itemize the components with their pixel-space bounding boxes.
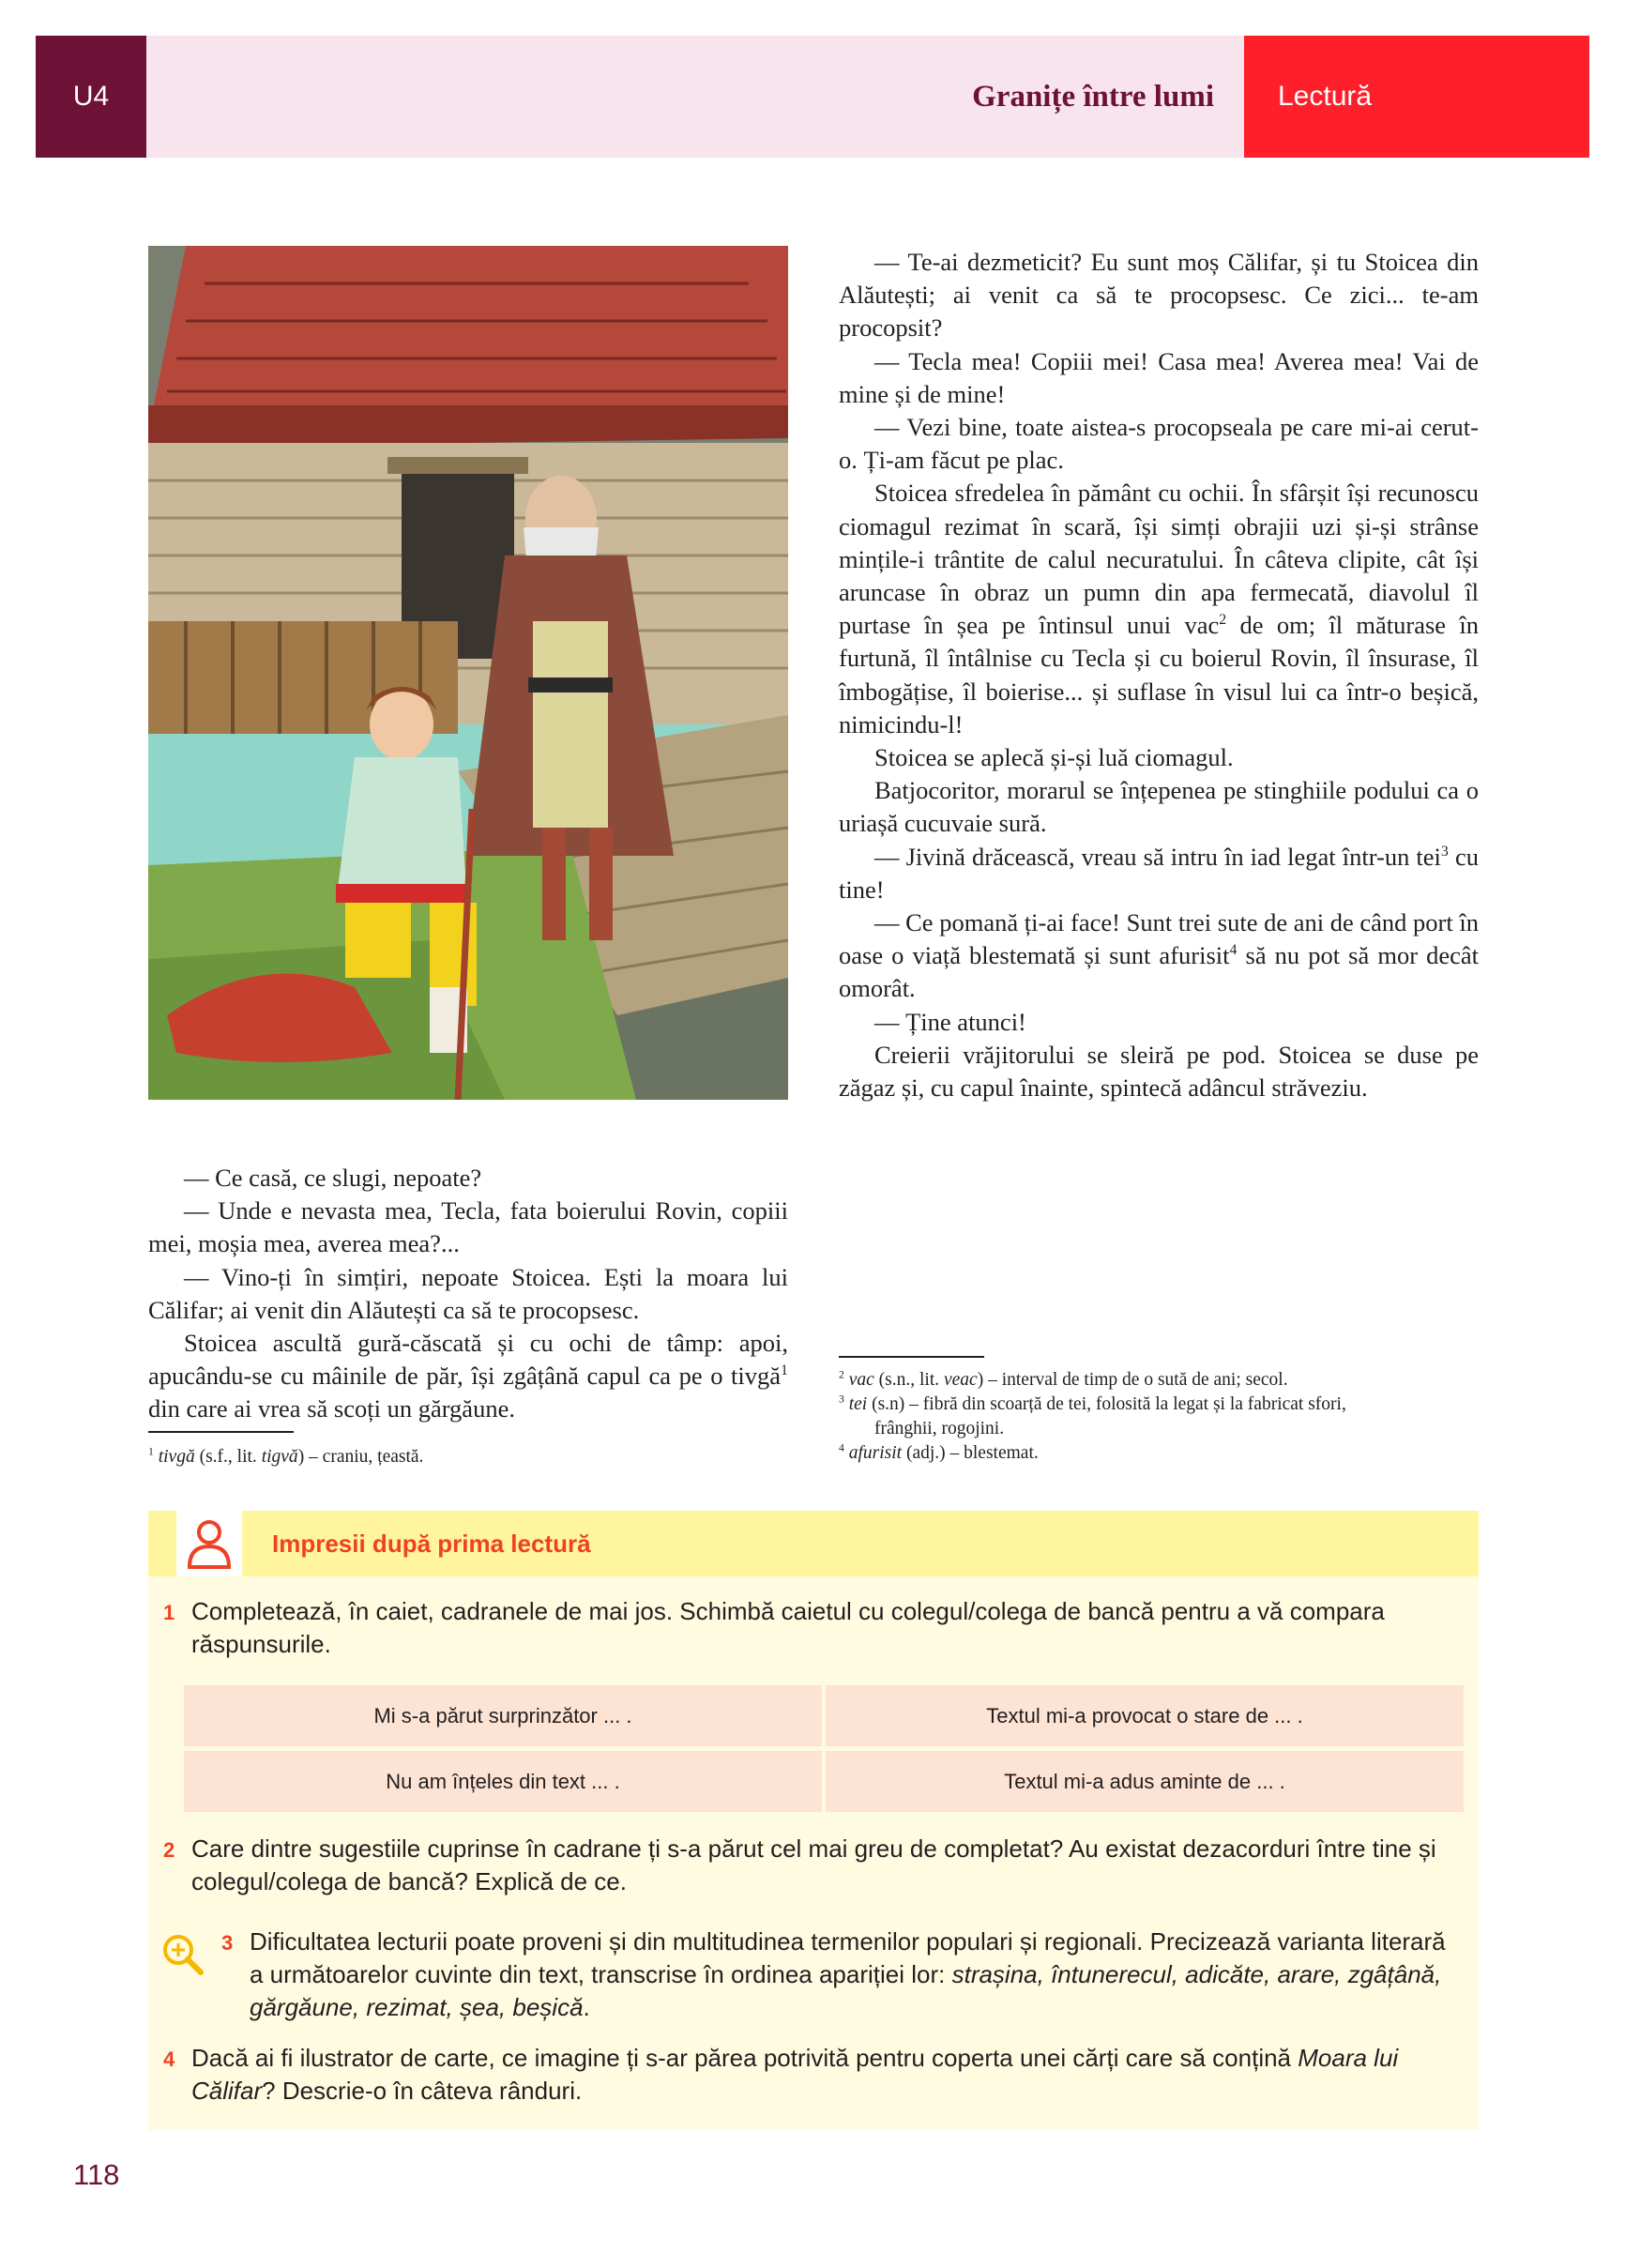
question-number: 1 [163,1601,175,1624]
magnifier-plus-icon [159,1931,205,1976]
paragraph: Batjocoritor, morarul se înțepenea pe stinghiile podului ca o uriașă cucuvaie sură. [839,776,1479,838]
footnote-4: $^4$ afurisit (adj.) – blestemat. [839,1441,1039,1463]
chapter-title: Granițe între lumi [972,79,1214,114]
word-list: strașina, întunerecul, adicăte, arare, zgâțână, gărgăune, rezimat, șea, beșică [250,1960,1442,2021]
paragraph: — Jivină drăcească, vreau să intru în iad legat într-un tei$^3$ cu tine! [839,842,1479,904]
paragraph: — Ține atunci! [874,1007,1026,1036]
footnote-marker: 3 [1440,843,1449,860]
footnote-3-continued: frânghii, rogojini. [874,1419,1005,1438]
paragraph: — Ce casă, ce slugi, nepoate? [184,1164,482,1192]
illustration-artwork [148,246,788,1100]
paragraph: — Te-ai dezmeticit? Eu sunt moș Călifar, și tu Stoicea din Alăutești; ai venit ca să te procopsesc. Ce zici... te-am procopsit? [839,248,1479,342]
footnote-divider [148,1431,294,1433]
book-title: Moara lui Călifar [191,2044,1399,2105]
footnote-2: $^2$ vac (s.n., lit. veac) – interval de timp de o sută de ani; secol. [839,1368,1288,1390]
paragraph [148,1327,788,1426]
section-label: Lectură [1244,36,1589,158]
text-span: din care ai vrea să scoți un gărgăune. [148,1394,515,1423]
footnote-marker: 4 [1229,942,1238,959]
paragraph: Creierii vrăjitorului se sleiră pe pod. Stoicea se duse pe zăgaz și, cu capul înainte, spintecă adâncul străveziu. [839,1040,1479,1103]
person-icon [176,1511,242,1576]
footnote-divider [839,1356,984,1358]
footnote-marker: 1 [781,1362,788,1379]
footnote-marker: 2 [1219,612,1227,629]
question-number: 4 [163,2047,175,2071]
paragraph: — Unde e nevasta mea, Tecla, fata boierului Rovin, copiii mei, moșia mea, averea mea?... [148,1196,788,1258]
question-1: Completează, în caiet, cadranele de mai jos. Schimbă caietul cu colegul/colega de bancă pentru a vă compara răspunsurile. [191,1597,1385,1658]
paragraph: — Tecla mea! Copiii mei! Casa mea! Averea mea! Vai de mine și de mine! [839,346,1479,408]
quadrant-cell: Textul mi-a provocat o stare de ... . [826,1685,1464,1746]
footnote-3: $^3$ tei (s.n) – fibră din scoarță de tei, folosită la legat și la fabricat sfori, [839,1393,1346,1414]
paragraph: — Vino-ți în simțiri, nepoate Stoicea. Ești la moara lui Călifar; ai venit din Alăutești ca să te procopsesc. [148,1262,788,1324]
left-text-column [148,1162,788,1426]
question-number: 2 [163,1838,175,1862]
unit-label: U4 [36,36,146,158]
quadrant-cell: Mi s-a părut surprinzător ... . [184,1685,822,1746]
quadrant-cell: Nu am înțeles din text ... . [184,1751,822,1812]
question-3: Dificultatea lecturii poate proveni și din multitudinea termenilor populari și regionali. Precizează varianta literară a următoarelor cuvinte din text, transcrise în ordinea apariției lor: strașina, întunerecul, adicăte, arare, zgâțână, gărgăune, rezimat, șea, beșică. [250,1927,1446,2021]
paragraph: — Ce pomană ți-ai face! Sunt trei sute de ani de când port în oase o viață blestemată și sunt afurisit$^4$ să nu pot să mor decât omorât. [839,908,1479,1003]
page-header [36,36,1589,158]
footnotes-left [148,1445,788,1469]
question-number: 3 [221,1931,234,1955]
paragraph: Stoicea sfredelea în pământ cu ochii. În sfârșit își recunoscu ciomagul rezimat în scară, își simți obrajii uzi și-și strânse mințile-i trântite de calul necuratului. În câteva clipite, cât își aruncase în obraz un pumn din apa fermecată, diavolul îl purtase în șea pe întinsul unui vac$^2$ de om; îl măturase în furtună, îl întâlnise cu Tecla și cu boierul Rovin, îl însurase, îl îmbogățise, îl boierise... și suflase în visul lui ca într-o beșică, nimicindu-l! [839,479,1479,738]
footnote-1: $^1$ tivgă (s.f., lit. tigvă) – craniu, țeastă. [148,1445,424,1467]
exercise-title: Impresii după prima lectură [272,1529,591,1558]
question-2: Care dintre sugestiile cuprinse în cadrane ți s-a părut cel mai greu de completat? Au existat dezacorduri între tine și colegul/colega de bancă? Explică de ce. [191,1834,1436,1895]
paragraph: — Vezi bine, toate aistea-s procopseala pe care mi-ai cerut-o. Ți-am făcut pe plac. [839,413,1479,475]
paragraph: Stoicea se aplecă și-și luă ciomagul. [874,743,1234,772]
quadrant-cell: Textul mi-a adus aminte de ... . [826,1751,1464,1812]
exercise-header [148,1511,1479,1576]
right-text-column [839,246,1479,1104]
footnotes-right [839,1368,1479,1466]
page-number: 118 [73,2158,120,2191]
story-illustration [148,246,788,1100]
text-span: Stoicea ascultă gură-căscată și cu ochi de tâmp: apoi, apucându-se cu mâinile de păr, își zgâțână capul ca pe o tivgă [148,1329,788,1391]
exercise-box [148,1511,1479,2130]
question-4: Dacă ai fi ilustrator de carte, ce imagine ți s-ar părea potrivită pentru coperta unei cărți care să conțină Moara lui Călifar? Descrie-o în câteva rânduri. [191,2044,1399,2105]
